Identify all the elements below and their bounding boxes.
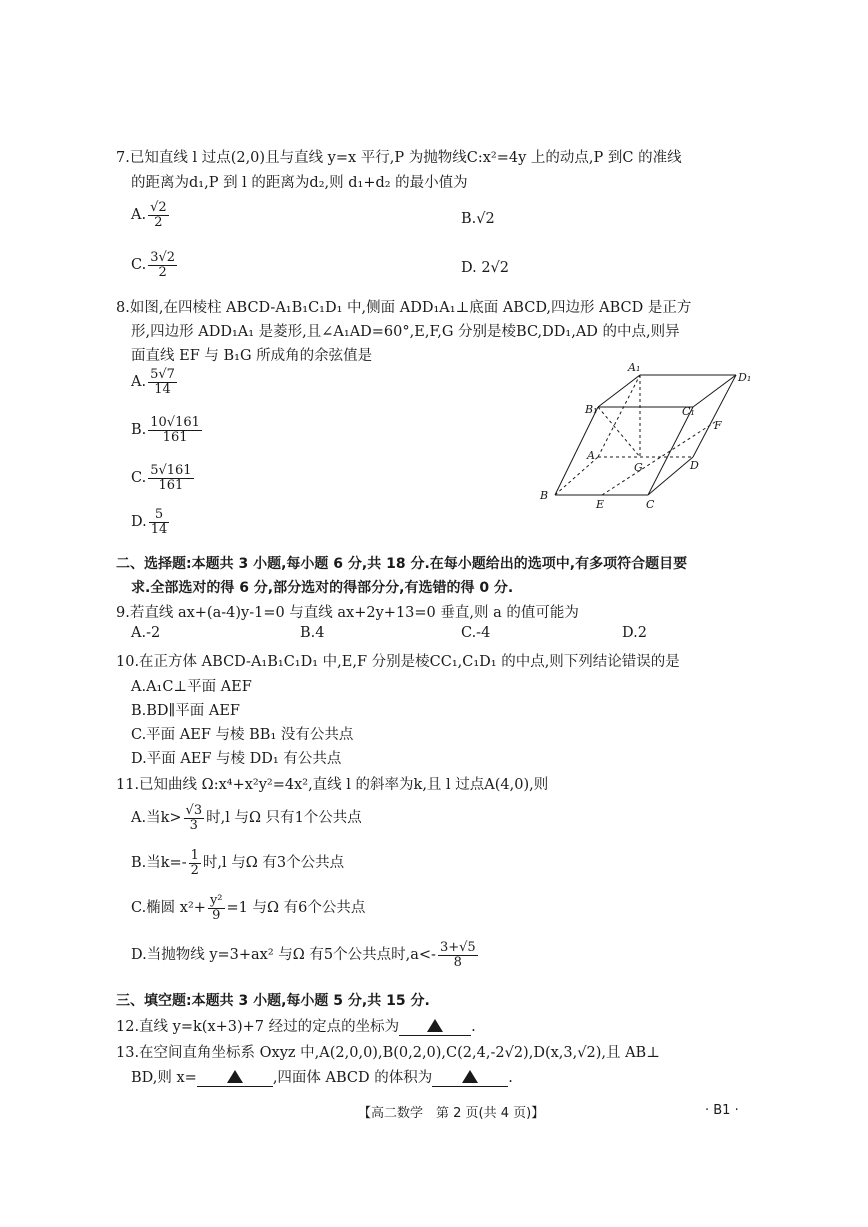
q8-option-c: C. $\frac{5√161}{161}$ — [131, 463, 192, 493]
label-c1: C₁ — [682, 405, 695, 418]
edge-dd1 — [693, 375, 736, 457]
edge-c1d1 — [693, 375, 736, 407]
q11-option-a: A.当k> $\frac{√3}{3}$ 时,l 与Ω 只有1个公共点 — [131, 803, 362, 833]
label-a: A — [587, 449, 595, 462]
q10-option-d: D.平面 AEF 与棱 DD₁ 有公共点 — [131, 751, 342, 767]
label-d1: D₁ — [738, 371, 752, 384]
q12-line: 12.直线 y=k(x+3)+7 经过的定点的坐标为 . — [116, 1019, 476, 1035]
q9-stem: 9.若直线 ax+(a-4)y-1=0 与直线 ax+2y+13=0 垂直,则 a 的值可能为 — [116, 605, 579, 621]
label-e: E — [596, 498, 605, 511]
edge-ab-hidden — [555, 457, 598, 495]
q8-line2: 形,四边形 ADD₁A₁ 是菱形,且∠A₁AD=60°,E,F,G 分别是棱BC,DD₁,AD 的中点,则异 — [131, 324, 680, 340]
page-code: · B1 · — [705, 1103, 739, 1118]
q8-option-d: D. $\frac{5}{14}$ — [131, 507, 168, 537]
q7-option-a: A. $\frac{√2}{2}$ — [131, 200, 167, 230]
edge-aa1-hidden — [598, 375, 640, 457]
q13-volume-answer-blank[interactable] — [432, 1070, 508, 1087]
q13-line2: BD,则 x= ,四面体 ABCD 的体积为 . — [131, 1070, 513, 1086]
label-g: G — [634, 461, 643, 474]
edge-cc1 — [648, 407, 693, 495]
label-b: B — [540, 489, 549, 502]
label-d: D — [690, 459, 699, 472]
q10-option-b: B.BD∥平面 AEF — [131, 703, 240, 719]
label-f: F — [714, 419, 722, 432]
label-a1: A₁ — [628, 361, 641, 374]
label-b1: B₁ — [585, 403, 598, 416]
q7-option-b: B.√2 — [461, 211, 495, 227]
q8-line3: 面直线 EF 与 B₁G 所成角的余弦值是 — [131, 348, 373, 364]
q8-option-b: B. $\frac{10√161}{161}$ — [131, 415, 200, 445]
q7-option-c: C. $\frac{3√2}{2}$ — [131, 250, 176, 280]
q13-line1: 13.在空间直角坐标系 Oxyz 中,A(2,0,0),B(0,2,0),C(2,4,-2√2),D(x,3,√2),且 AB⊥ — [116, 1045, 660, 1061]
q13-x-answer-blank[interactable] — [197, 1070, 273, 1087]
q9-option-b: B.4 — [300, 625, 325, 641]
q11-option-b: B.当k=- $\frac{1}{2}$ 时,l 与Ω 有3个公共点 — [131, 848, 345, 878]
section3-title: 三、填空题:本题共 3 小题,每小题 5 分,共 15 分. — [116, 993, 430, 1009]
q11-option-d: D.当抛物线 y=3+ax² 与Ω 有5个公共点时,a<- $\frac{3+√5}{8}$ — [131, 940, 476, 970]
section2-line2: 求.全部选对的得 6 分,部分选对的得部分分,有选错的得 0 分. — [131, 580, 514, 596]
edge-cd — [648, 457, 693, 495]
triangle-icon — [227, 1070, 243, 1083]
q7-line1: 7.已知直线 l 过点(2,0)且与直线 y=x 平行,P 为抛物线C:x²=4y 上的动点,P 到C 的准线 — [116, 150, 682, 166]
page-footer: 【高二数学 第 2 页(共 4 页)】 — [358, 1106, 545, 1121]
q9-option-d: D.2 — [622, 625, 647, 641]
q12-answer-blank[interactable] — [399, 1019, 471, 1036]
q8-prism-figure — [530, 355, 760, 520]
triangle-icon — [462, 1070, 478, 1083]
q10-option-c: C.平面 AEF 与棱 BB₁ 没有公共点 — [131, 727, 354, 743]
q7-line2: 的距离为d₁,P 到 l 的距离为d₂,则 d₁+d₂ 的最小值为 — [131, 175, 468, 191]
segment-b1g — [598, 407, 640, 457]
q10-stem: 10.在正方体 ABCD-A₁B₁C₁D₁ 中,E,F 分别是棱CC₁,C₁D₁ 的中点,则下列结论错误的是 — [116, 654, 680, 670]
q8-line1: 8.如图,在四棱柱 ABCD-A₁B₁C₁D₁ 中,侧面 ADD₁A₁⊥底面 ABCD,四边形 ABCD 是正方 — [116, 300, 692, 316]
triangle-icon — [427, 1019, 443, 1032]
q11-option-c: C.椭圆 x²+ $\frac{\text{y²}}{9}$ =1 与Ω 有6个公共点 — [131, 893, 366, 923]
q8-option-a: A. $\frac{5√7}{14}$ — [131, 367, 175, 397]
label-c: C — [646, 498, 655, 511]
q9-option-c: C.-4 — [461, 625, 491, 641]
section2-line1: 二、选择题:本题共 3 小题,每小题 6 分,共 18 分.在每小题给出的选项中,有多项符合题目要 — [116, 556, 688, 572]
edge-b1a1 — [598, 375, 640, 407]
q7-option-d: D. 2√2 — [461, 260, 510, 276]
q9-option-a: A.-2 — [131, 625, 161, 641]
q11-stem: 11.已知曲线 Ω:x⁴+x²y²=4x²,直线 l 的斜率为k,且 l 过点A(4,0),则 — [116, 777, 549, 793]
q10-option-a: A.A₁C⊥平面 AEF — [131, 679, 252, 695]
